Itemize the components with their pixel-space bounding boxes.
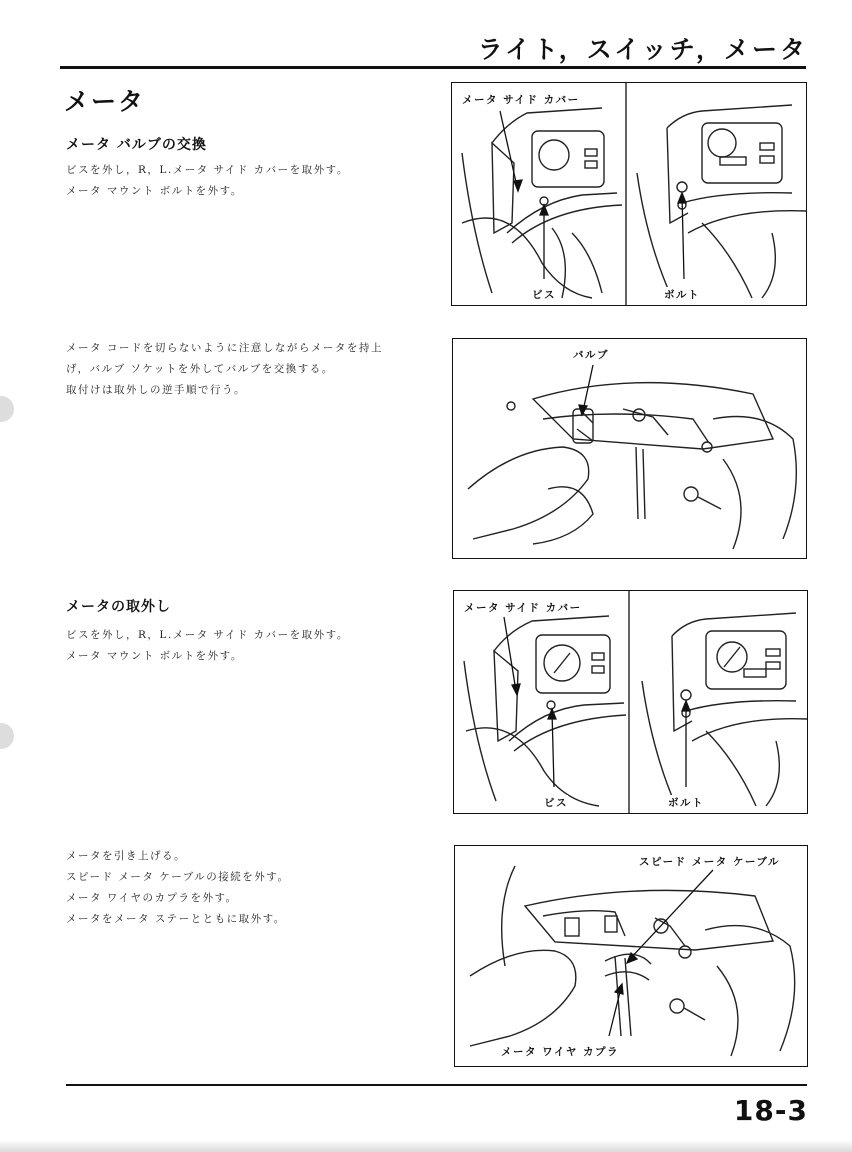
text-line: ビスを外し，R，L.メータ サイド カバーを取外す。 xyxy=(66,164,349,176)
punch-hole xyxy=(0,396,14,422)
bulb-heading: メータ バルブの交換 xyxy=(66,137,207,153)
bolt-label: ボルト xyxy=(668,797,704,809)
header-rule xyxy=(60,66,806,69)
bolt-label: ボルト xyxy=(664,289,700,301)
bulb-label: バルブ xyxy=(573,349,609,361)
punch-hole xyxy=(0,723,14,749)
bulb-steps-1 xyxy=(66,160,349,202)
text-line: メータをメータ ステーとともに取外す。 xyxy=(66,913,286,925)
meter-cable-coupler-illustration xyxy=(455,846,807,1066)
meter-side-cover-illustration xyxy=(452,83,806,305)
text-line: げ，バルブ ソケットを外してバルブを交換する。 xyxy=(66,363,334,375)
figure-meter-cable xyxy=(454,845,808,1067)
screw-label: ビス xyxy=(532,289,556,301)
text-line: メータを引き上げる。 xyxy=(66,850,186,862)
text-line: 取付けは取外しの逆手順で行う。 xyxy=(66,384,246,396)
bulb-replacement-illustration xyxy=(453,339,806,558)
text-line: メータ マウント ボルトを外す。 xyxy=(66,185,243,197)
text-line: ビスを外し，R，L.メータ サイド カバーを取外す。 xyxy=(66,629,349,641)
removal-heading: メータの取外し xyxy=(66,599,171,615)
section-title: メータ xyxy=(64,87,146,116)
text-line: メータ コードを切らないように注意しながらメータを持上 xyxy=(66,342,383,354)
removal-steps-1 xyxy=(66,625,349,667)
meter-removal-cover-illustration xyxy=(454,591,807,813)
removal-steps-2 xyxy=(66,846,289,930)
text-line: スピード メータ ケーブルの接続を外す。 xyxy=(66,871,290,883)
text-line: メータ マウント ボルトを外す。 xyxy=(66,650,243,662)
figure-side-cover-1 xyxy=(451,82,807,306)
figure-bulb xyxy=(452,338,807,559)
meter-side-cover-label: メータ サイド カバー xyxy=(464,602,582,614)
chapter-title: ライト，スイッチ，メータ xyxy=(477,35,808,64)
meter-wire-coupler-label: メータ ワイヤ カプラ xyxy=(501,1046,619,1058)
figure-side-cover-2 xyxy=(453,590,808,814)
page-number: 18-3 xyxy=(733,1094,808,1127)
footer-rule xyxy=(66,1084,807,1086)
meter-side-cover-label: メータ サイド カバー xyxy=(462,94,580,106)
paper-edge xyxy=(0,1140,852,1152)
screw-label: ビス xyxy=(544,797,568,809)
speedometer-cable-label: スピード メータ ケーブル xyxy=(639,856,780,868)
bulb-steps-2 xyxy=(66,338,383,401)
text-line: メータ ワイヤのカプラを外す。 xyxy=(66,892,238,904)
